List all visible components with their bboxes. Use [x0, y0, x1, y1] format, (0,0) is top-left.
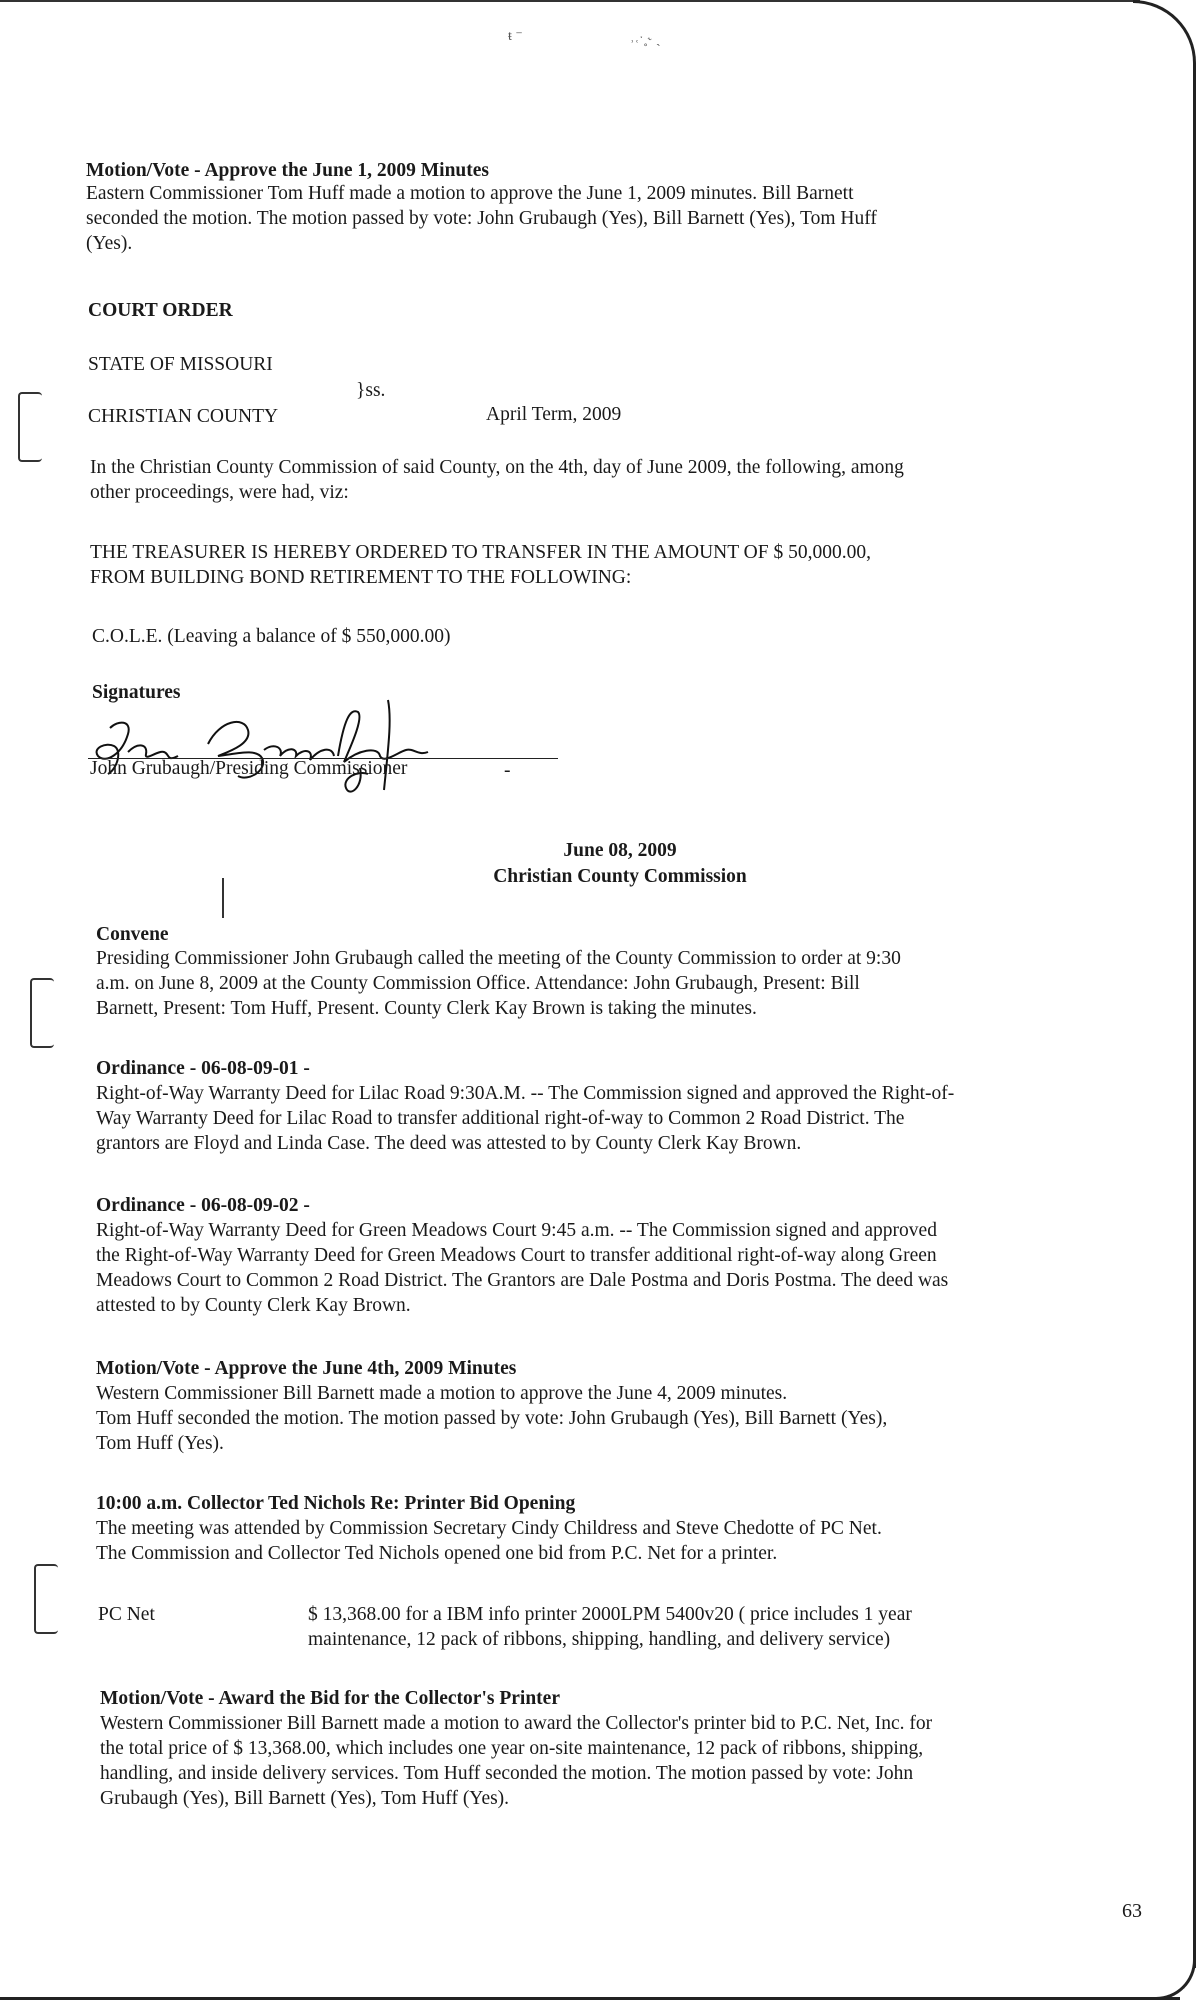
section-heading-convene: Convene [96, 924, 169, 945]
court-order-ss: }ss. [356, 380, 386, 401]
section-heading-motion1: Motion/Vote - Approve the June 1, 2009 Minutes [86, 160, 490, 181]
paragraph-line: other proceedings, were had, viz: [90, 482, 349, 503]
section-heading-motion2: Motion/Vote - Approve the June 4th, 2009 Minutes [96, 1358, 517, 1379]
paragraph-line: grantors are Floyd and Linda Case. The deed was attested to by County Clerk Kay Brown. [96, 1133, 802, 1154]
paragraph-line: Right-of-Way Warranty Deed for Lilac Road 9:30A.M. -- The Commission signed and approved the Right-of- [96, 1083, 955, 1104]
page-edge-bottom [0, 1997, 1180, 2000]
meeting-body: Christian County Commission [493, 866, 747, 887]
signature-caption: John Grubaugh/Presiding Commissioner [90, 758, 408, 779]
signature-block [88, 690, 558, 800]
paragraph-line: Grubaugh (Yes), Bill Barnett (Yes), Tom Huff (Yes). [100, 1788, 510, 1809]
section-heading-bid-opening: 10:00 a.m. Collector Ted Nichols Re: Printer Bid Opening [96, 1493, 576, 1514]
paragraph-line: Meadows Court to Common 2 Road District. The Grantors are Dale Postma and Doris Postma. The deed was [96, 1270, 949, 1291]
scan-mark [222, 878, 224, 918]
punch-hole-mark [18, 392, 42, 462]
scan-mark: ŧ ⁻ [508, 29, 523, 44]
order-line: THE TREASURER IS HEREBY ORDERED TO TRANSFER IN THE AMOUNT OF $ 50,000.00, [90, 542, 871, 563]
paragraph-line: Eastern Commissioner Tom Huff made a motion to approve the June 1, 2009 minutes. Bill Barnett [86, 183, 854, 204]
paragraph-line: the total price of $ 13,368.00, which includes one year on-site maintenance, 12 pack of ribbons, shipping, [100, 1738, 924, 1759]
punch-hole-mark [30, 978, 54, 1048]
order-balance-line: C.O.L.E. (Leaving a balance of $ 550,000.00) [92, 626, 451, 647]
paragraph-line: In the Christian County Commission of said County, on the 4th, day of June 2009, the following, among [90, 457, 904, 478]
paragraph-line: Right-of-Way Warranty Deed for Green Meadows Court 9:45 a.m. -- The Commission signed and approved [96, 1220, 937, 1241]
court-order-state: STATE OF MISSOURI [88, 354, 273, 375]
bid-vendor: PC Net [98, 1604, 155, 1625]
paragraph-line: Presiding Commissioner John Grubaugh called the meeting of the County Commission to order at 9:30 [96, 948, 901, 969]
paragraph-line: Tom Huff seconded the motion. The motion passed by vote: John Grubaugh (Yes), Bill Barnett (Yes), [96, 1408, 888, 1429]
paragraph-line: Western Commissioner Bill Barnett made a motion to award the Collector's printer bid to P.C. Net, Inc. for [100, 1713, 933, 1734]
bid-detail-line: $ 13,368.00 for a IBM info printer 2000LPM 5400v20 ( price includes 1 year [308, 1604, 912, 1625]
meeting-date: June 08, 2009 [563, 840, 677, 861]
handwritten-signature [88, 690, 558, 800]
paragraph-line: attested to by County Clerk Kay Brown. [96, 1295, 411, 1316]
court-order-term: April Term, 2009 [486, 404, 622, 425]
paragraph-line: The Commission and Collector Ted Nichols opened one bid from P.C. Net for a printer. [96, 1543, 778, 1564]
page-corner-top-right [1133, 0, 1196, 73]
signature-dash: - [504, 760, 511, 781]
page-edge-top [0, 0, 1140, 8]
page-number: 63 [1122, 1900, 1142, 1922]
court-order-county: CHRISTIAN COUNTY [88, 406, 279, 427]
paragraph-line: The meeting was attended by Commission Secretary Cindy Childress and Steve Chedotte of PC Net. [96, 1518, 882, 1539]
court-order-heading: COURT ORDER [88, 300, 233, 321]
paragraph-line: Tom Huff (Yes). [96, 1433, 224, 1454]
section-heading-ordinance2: Ordinance - 06-08-09-02 - [96, 1195, 310, 1216]
bid-detail-line: maintenance, 12 pack of ribbons, shipping, handling, and delivery service) [308, 1629, 891, 1650]
paragraph-line: a.m. on June 8, 2009 at the County Commission Office. Attendance: John Grubaugh, Present: Bill [96, 973, 860, 994]
paragraph-line: Barnett, Present: Tom Huff, Present. County Clerk Kay Brown is taking the minutes. [96, 998, 757, 1019]
punch-hole-mark [34, 1564, 58, 1634]
page-edge-right [1193, 68, 1196, 1968]
order-line: FROM BUILDING BOND RETIREMENT TO THE FOLLOWING: [90, 567, 632, 588]
paragraph-line: Western Commissioner Bill Barnett made a motion to approve the June 4, 2009 minutes. [96, 1383, 788, 1404]
section-heading-motion3: Motion/Vote - Award the Bid for the Collector's Printer [100, 1688, 560, 1709]
paragraph-line: (Yes). [86, 233, 133, 254]
page-corner-bottom-right [1153, 1957, 1196, 2000]
section-heading-ordinance1: Ordinance - 06-08-09-01 - [96, 1058, 310, 1079]
signatures-heading: Signatures [92, 682, 181, 703]
paragraph-line: handling, and inside delivery services. Tom Huff seconded the motion. The motion passed by vote: John [100, 1763, 914, 1784]
paragraph-line: seconded the motion. The motion passed by vote: John Grubaugh (Yes), Bill Barnett (Yes), Tom Huff [86, 208, 877, 229]
scan-mark: ˒˓ˑ˳˞ ˎ [630, 32, 661, 47]
paragraph-line: Way Warranty Deed for Lilac Road to transfer additional right-of-way to Common 2 Road District. The [96, 1108, 905, 1129]
paragraph-line: the Right-of-Way Warranty Deed for Green Meadows Court to transfer additional right-of-way along Green [96, 1245, 937, 1266]
